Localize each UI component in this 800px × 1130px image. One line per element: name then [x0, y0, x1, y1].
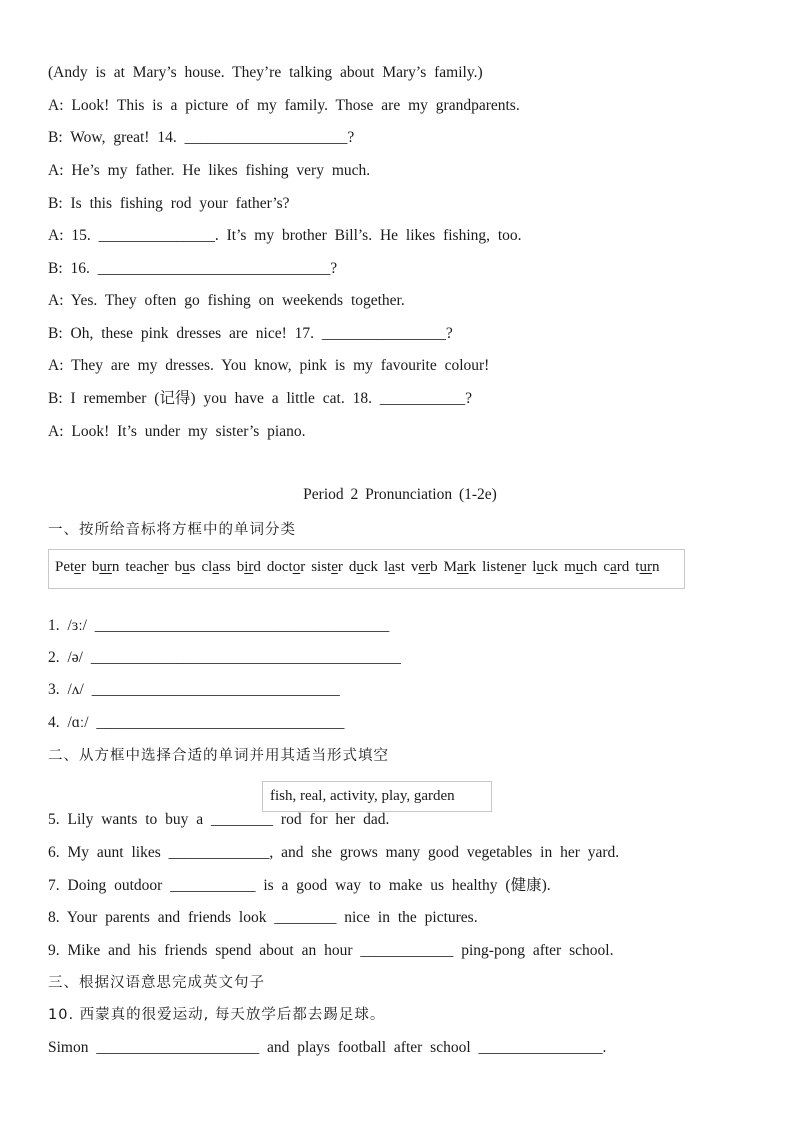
word-item: duck	[348, 559, 379, 575]
word-box	[48, 549, 685, 589]
dialogue-line: B: Wow, great! 14. _____________________?	[48, 129, 355, 146]
dialogue-line: A: Look! This is a picture of my family. Those are my grandparents.	[48, 97, 520, 114]
section3-heading: 三、根据汉语意思完成英文句子	[48, 975, 265, 991]
word-item: last	[384, 559, 405, 575]
phonetic-item: 2. /ə/ ________________________________________	[48, 649, 401, 666]
word-item: card	[603, 559, 630, 575]
section2-heading: 二、从方框中选择合适的单词并用其适当形式填空	[48, 748, 389, 764]
phonetic-item: 4. /ɑː/ ________________________________	[48, 714, 345, 731]
phonetic-item: 1. /ɜː/ ______________________________________	[48, 617, 390, 634]
fill-item: 5. Lily wants to buy a ________ rod for her dad.	[48, 811, 390, 828]
phonetic-item: 3. /ʌ/ ________________________________	[48, 681, 340, 698]
word-item: luck	[532, 559, 559, 575]
dialogue-line: A: Yes. They often go fishing on weekends together.	[48, 292, 405, 309]
dialogue-line: A: They are my dresses. You know, pink is my favourite colour!	[48, 357, 490, 374]
word-item: bird	[236, 559, 261, 575]
word-item: bus	[174, 559, 196, 575]
word-item: much	[564, 559, 598, 575]
word-list	[55, 559, 665, 576]
word-item: burn	[91, 559, 120, 575]
dialogue-line: B: Oh, these pink dresses are nice! 17. ________________?	[48, 325, 453, 342]
word-item: verb	[410, 559, 438, 575]
period-title: Period 2 Pronunciation (1-2e)	[303, 486, 497, 503]
dialogue-line: A: He’s my father. He likes fishing very much.	[48, 162, 371, 179]
fill-item: 6. My aunt likes _____________, and she grows many good vegetables in her yard.	[48, 844, 620, 861]
section1-heading: 一、按所给音标将方框中的单词分类	[48, 522, 296, 538]
question-10-english: Simon _____________________ and plays football after school ________________.	[48, 1039, 607, 1056]
fill-item: 9. Mike and his friends spend about an hour ____________ ping-pong after school.	[48, 942, 614, 959]
word-item: sister	[311, 559, 343, 575]
word-item: listener	[482, 559, 527, 575]
fill-item: 8. Your parents and friends look ________ nice in the pictures.	[48, 909, 478, 926]
word-item: doctor	[266, 559, 306, 575]
dialogue-intro: (Andy is at Mary’s house. They’re talking about Mary’s family.)	[48, 64, 483, 81]
word-item: Peter	[55, 559, 86, 575]
question-10-chinese: 10. 西蒙真的很爱运动, 每天放学后都去踢足球。	[48, 1007, 386, 1023]
dialogue-line: A: Look! It’s under my sister’s piano.	[48, 423, 306, 440]
fill-item: 7. Doing outdoor ___________ is a good way to make us healthy (健康).	[48, 877, 551, 894]
dialogue-line: A: 15. _______________. It’s my brother Bill’s. He likes fishing, too.	[48, 227, 522, 244]
options-box	[262, 781, 492, 812]
dialogue-line: B: 16. ______________________________?	[48, 260, 338, 277]
word-item: Mark	[443, 559, 477, 575]
word-item: class	[201, 559, 231, 575]
dialogue-line: B: Is this fishing rod your father’s?	[48, 195, 290, 212]
word-item: teacher	[125, 559, 169, 575]
dialogue-line: B: I remember (记得) you have a little cat. 18. ___________?	[48, 390, 472, 407]
word-item: turn	[635, 559, 660, 575]
options-text: fish, real, activity, play, garden	[270, 788, 455, 804]
